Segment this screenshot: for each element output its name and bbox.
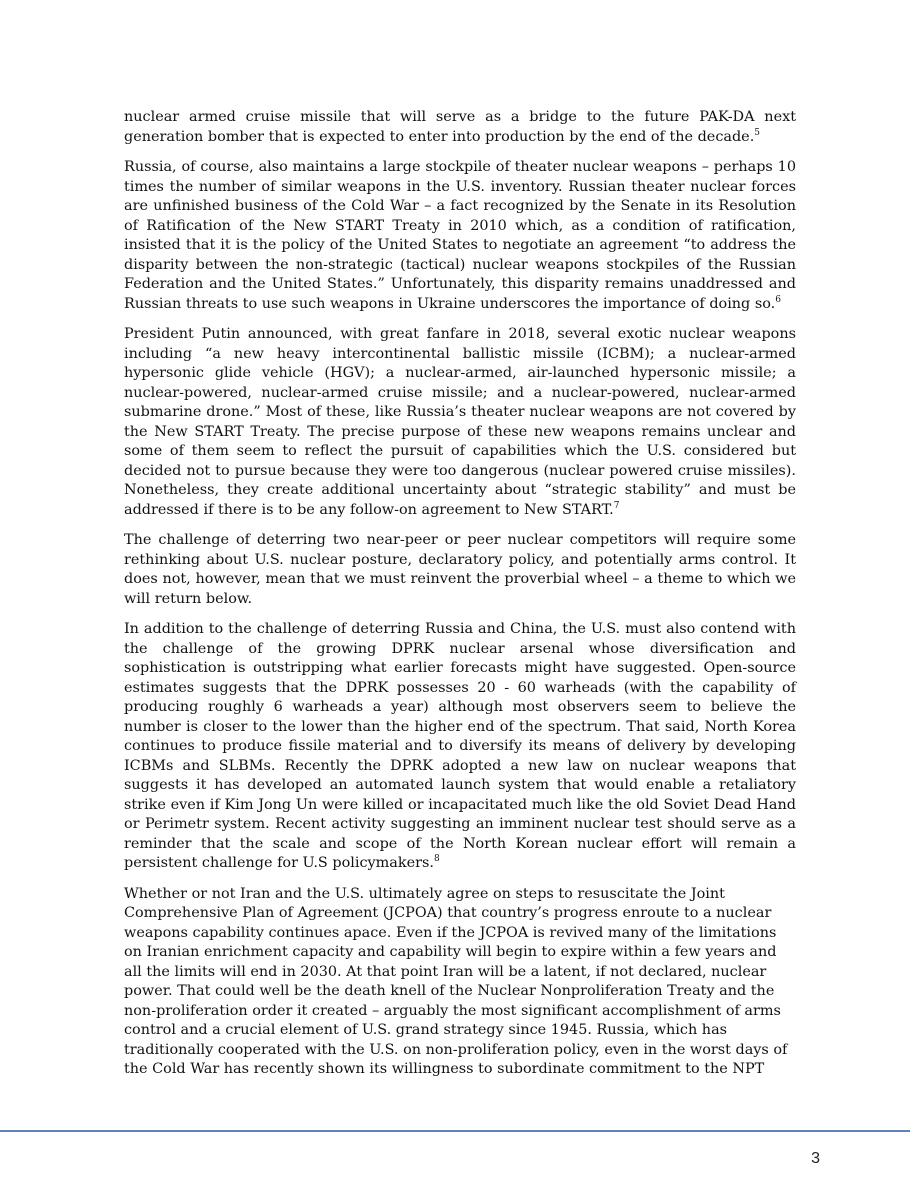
paragraph-text: Whether or not Iran and the U.S. ultimately agree on steps to resuscitate the Joint Comprehensive Plan of Agreement (JCPOA) that country’s progress enroute to a nuclear weapons capability continues apace. Even if the JCPOA is revived many of the limitations on Iranian enrichment capacity and capability will begin to expire within a few years and all the limits will end in 2030. At that point Iran will be a latent, if not declared, nuclear power. That could well be the death knell of the Nuclear Nonproliferation Treaty and the non-proliferation order it created – arguably the most significant accomplishment of arms control and a crucial element of U.S. grand strategy since 1945. Russia, which has traditionally cooperated with the U.S. on non-proliferation policy, even in the worst days of the Cold War has recently shown its willingness to subordinate commitment to the NPT: [124, 885, 788, 1077]
footnote-ref[interactable]: 5: [754, 127, 760, 138]
paragraph-1: [124, 108, 796, 147]
body-text: [124, 108, 796, 1091]
paragraph-text: President Putin announced, with great fanfare in 2018, several exotic nuclear weapons including “a new heavy intercontinental ballistic missile (ICBM); a nuclear-armed hypersonic glide vehicle (HGV); a nuclear-armed, air-launched hypersonic missile; a nuclear-powered, nuclear-armed cruise missile; and a nuclear-powered, nuclear-armed submarine drone.” Most of these, like Russia’s theater nuclear weapons are not covered by the New START Treaty. The precise purpose of these new weapons remains unclear and some of them seem to reflect the pursuit of capabilities which the U.S. considered but decided not to pursue because they were too dangerous (nuclear powered cruise missiles). Nonetheless, they create additional uncertainty about “strategic stability” and must be addressed if there is to be any follow-on agreement to New START.: [124, 326, 796, 518]
paragraph-3: [124, 325, 796, 520]
footnote-ref[interactable]: 7: [613, 500, 620, 511]
paragraph-text: The challenge of deterring two near-peer or peer nuclear competitors will require some rethinking about U.S. nuclear posture, declaratory policy, and potentially arms control. It does not, however, mean that we must reinvent the proverbial wheel – a theme to which we will return below.: [124, 532, 796, 607]
paragraph-6: [124, 885, 796, 1080]
paragraph-5: [124, 620, 796, 874]
paragraph-text: nuclear armed cruise missile that will serve as a bridge to the future PAK-DA next generation bomber that is expected to enter into production by the end of the decade.: [124, 109, 796, 145]
paragraph-2: [124, 158, 796, 314]
paragraph-text: In addition to the challenge of deterring Russia and China, the U.S. must also contend with the challenge of the growing DPRK nuclear arsenal whose diversification and sophistication is outstripping what earlier forecasts might have suggested. Open-source estimates suggests that the DPRK possesses 20 - 60 warheads (with the capability of producing roughly 6 warheads a year) although most observers seem to believe the number is closer to the lower than the higher end of the spectrum. That said, North Korea continues to produce fissile material and to diversify its means of delivery by developing ICBMs and SLBMs. Recently the DPRK adopted a new law on nuclear weapons that suggests it has developed an automated launch system that would enable a retaliatory strike even if Kim Jong Un were killed or incapacitated much like the old Soviet Dead Hand or Perimetr system. Recent activity suggesting an imminent nuclear test should serve as a reminder that the scale and scope of the North Korean nuclear effort will remain a persistent challenge for U.S policymakers.: [124, 621, 796, 871]
footnote-ref[interactable]: 8: [433, 854, 440, 865]
footer-divider: [0, 1130, 910, 1132]
footnote-ref[interactable]: 6: [775, 294, 781, 305]
paragraph-text: Russia, of course, also maintains a large stockpile of theater nuclear weapons – perhaps 10 times the number of similar weapons in the U.S. inventory. Russian theater nuclear forces are unfinished business of the Cold War – a fact recognized by the Senate in its Resolution of Ratification of the New START Treaty in 2010 which, as a condition of ratification, insisted that it is the policy of the United States to negotiate an agreement “to address the disparity between the non-strategic (tactical) nuclear weapons stockpiles of the Russian Federation and the United States.” Unfortunately, this disparity remains unaddressed and Russian threats to use such weapons in Ukraine underscores the importance of doing so.: [124, 159, 796, 312]
page-number: 3: [811, 1150, 820, 1167]
paragraph-4: [124, 531, 796, 609]
